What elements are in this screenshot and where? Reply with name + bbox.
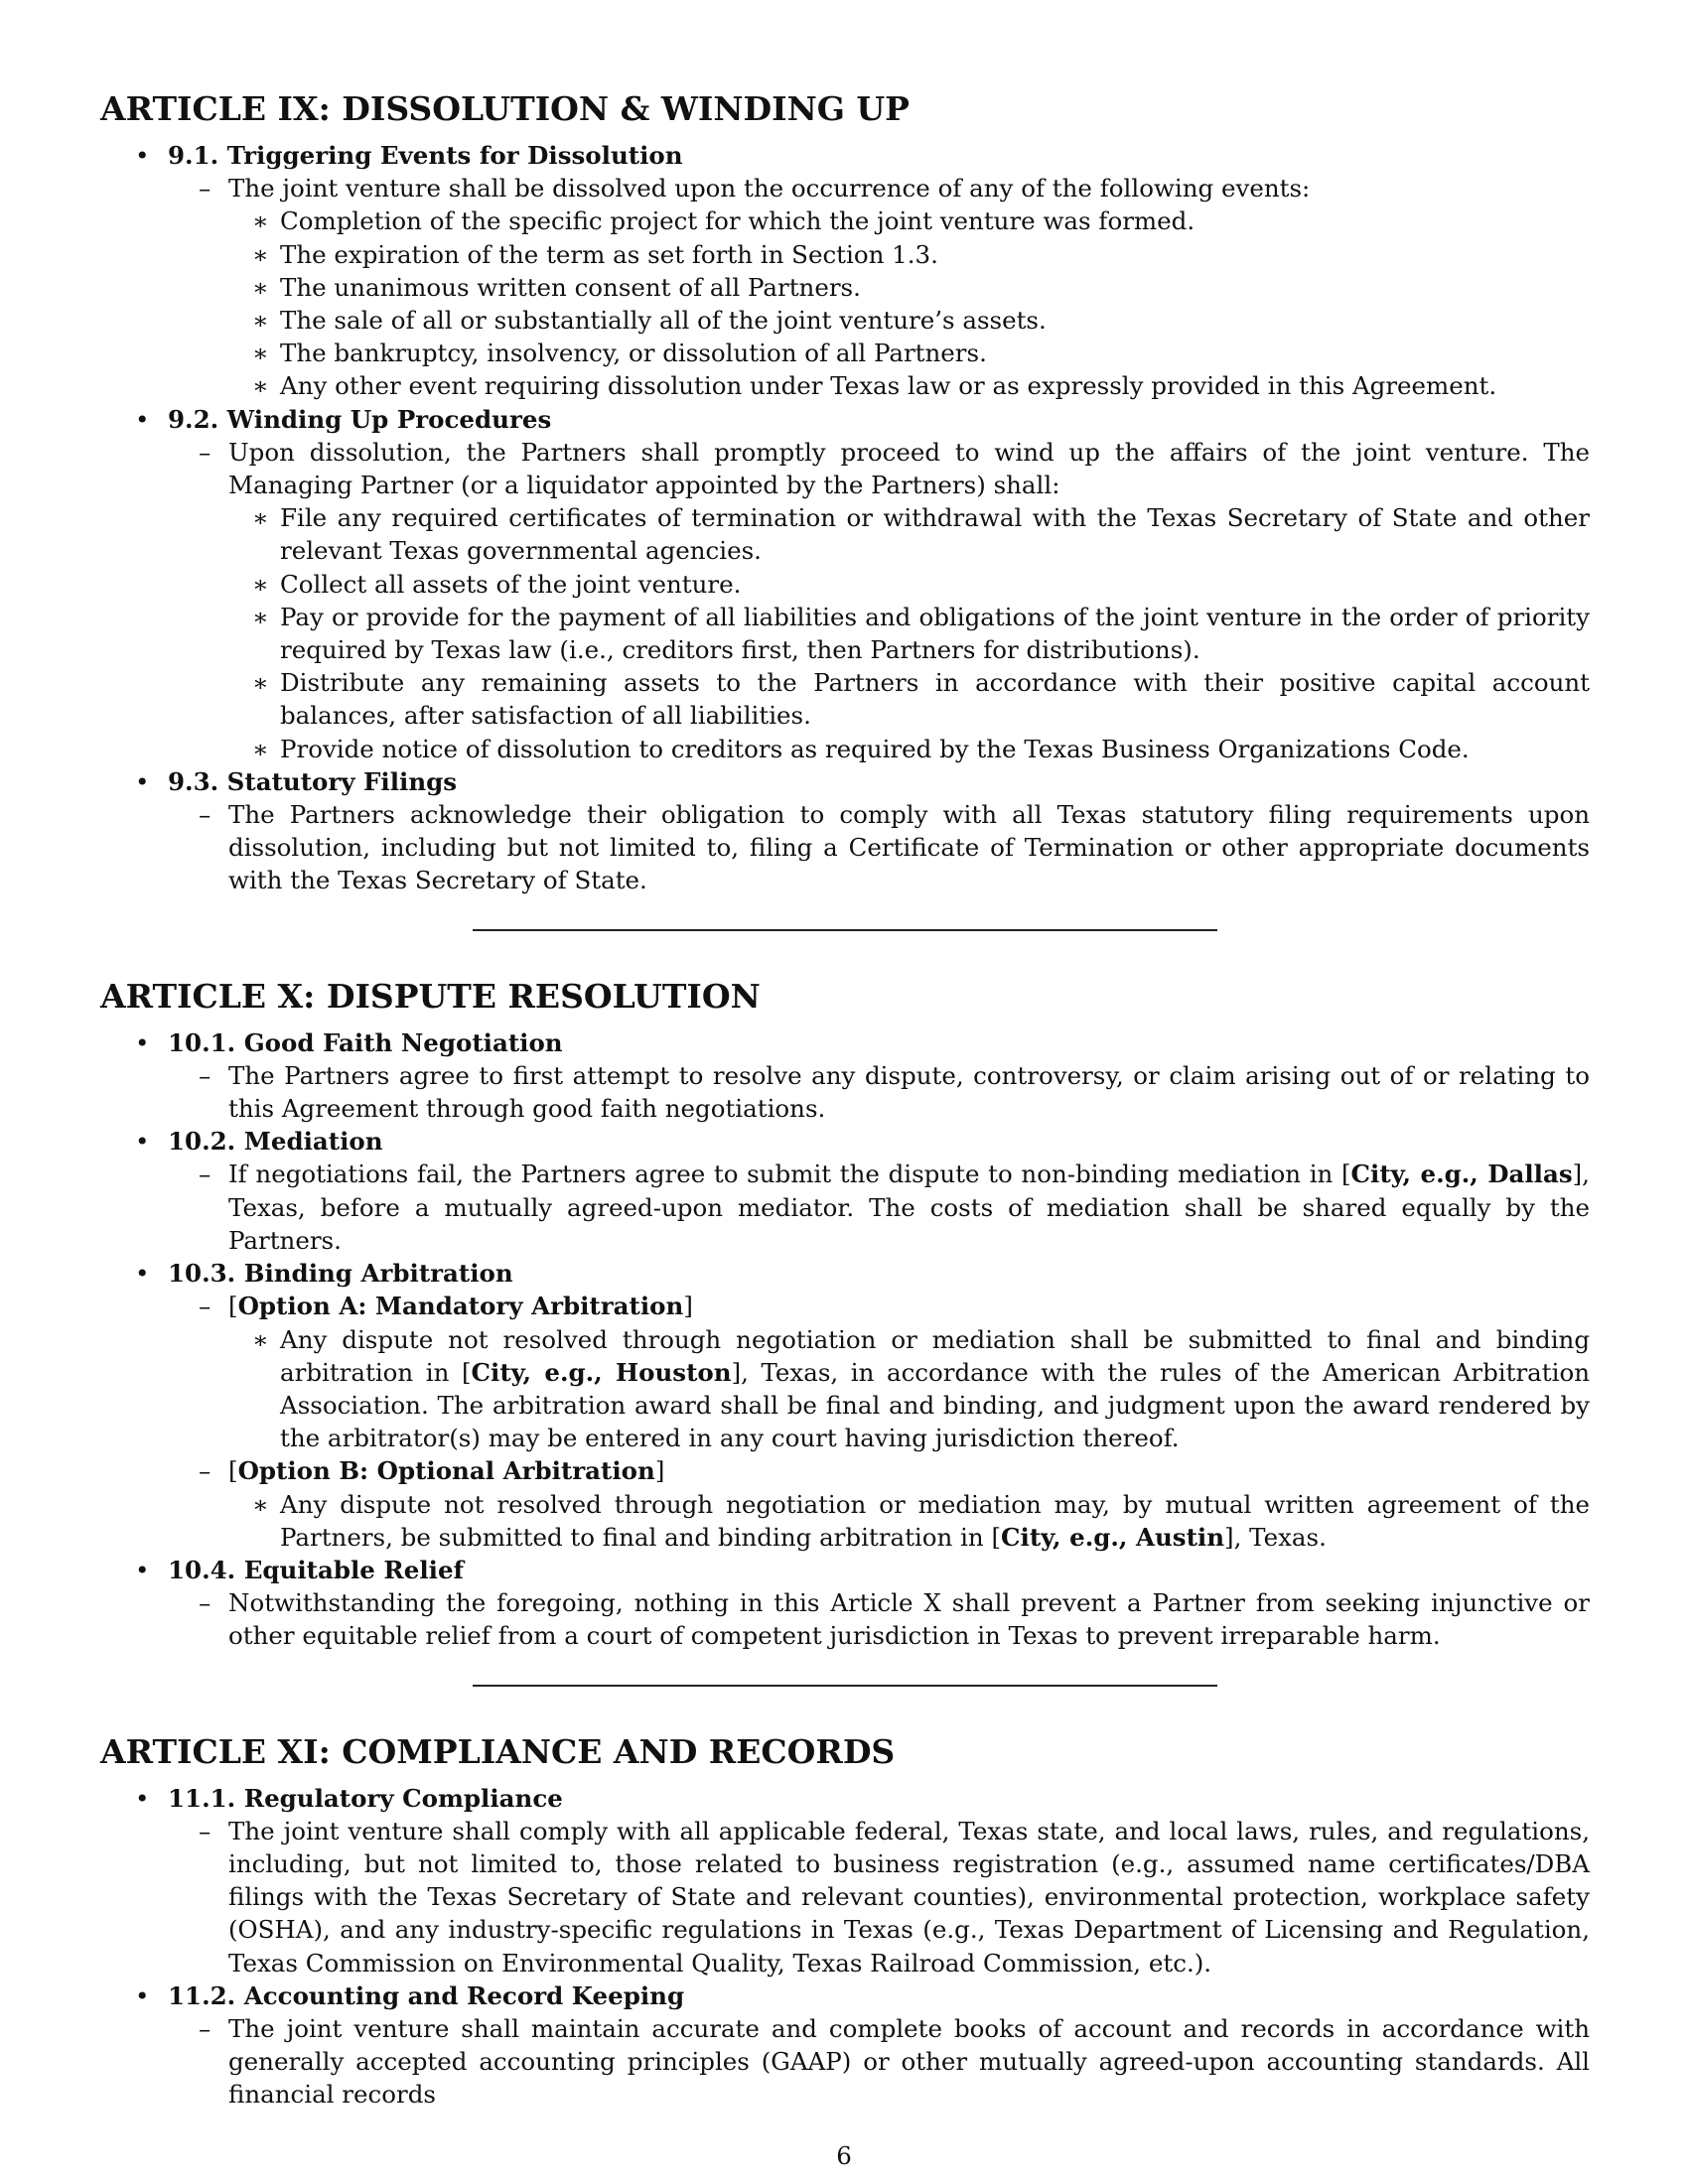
body-text: Any dispute not resolved through negotiation or mediation shall be submitted to final and binding arbitration in [ — [280, 1324, 1590, 1387]
bracket: [ — [228, 1292, 238, 1321]
bullet-icon: • — [135, 766, 150, 796]
list-item — [228, 238, 1590, 271]
item-text: The expiration of the term as set forth in Section 1.3. — [280, 239, 938, 269]
section-10-3 — [100, 1257, 1590, 1554]
list-item — [168, 1586, 1590, 1652]
section-title: 10.4. Equitable Relief — [168, 1555, 465, 1584]
section-title: 9.3. Statutory Filings — [168, 766, 458, 796]
dash-icon: – — [199, 174, 211, 204]
asterisk-icon: ∗ — [252, 602, 269, 631]
body-text: ], Texas, before a mutually agreed-upon mediator. The costs of mediation shall be shared equally by the Partners. — [228, 1160, 1590, 1255]
option-label — [228, 1290, 1590, 1322]
subsection-list — [168, 798, 1590, 897]
section-title: 9.2. Winding Up Procedures — [168, 404, 552, 434]
body-text: ], Texas, in accordance with the rules of the American Arbitration Association. The arbitration award shall be final and binding, and judgment upon the award rendered by the arbitrator(s) may be entered in any court having jurisdiction thereof. — [280, 1357, 1591, 1453]
bullet-icon: • — [135, 1980, 150, 2010]
dash-icon: – — [199, 1292, 211, 1321]
item-text: Pay or provide for the payment of all liabilities and obligations of the joint venture in the order of priority required by Texas law (i.e., creditors first, then Partners for distributions). — [280, 602, 1590, 665]
section-body: The joint venture shall be dissolved upon the occurrence of any of the following events: — [228, 174, 1311, 204]
placeholder-city: City, e.g., Austin — [1001, 1522, 1225, 1552]
list-item — [168, 1059, 1590, 1125]
list-item — [168, 436, 1590, 765]
section-body: Upon dissolution, the Partners shall promptly proceed to wind up the affairs of the joint venture. The Managing Partner (or a liquidator appointed by the Partners) shall: — [228, 437, 1590, 500]
item-text: Any other event requiring dissolution under Texas law or as expressly provided in this Agreement. — [280, 371, 1497, 401]
asterisk-icon: ∗ — [252, 569, 269, 599]
bullet-icon: • — [135, 1555, 150, 1584]
subsection-list — [168, 1815, 1590, 1979]
option-b — [168, 1454, 1590, 1554]
list-item — [228, 501, 1590, 567]
section-11-2 — [100, 1979, 1590, 2112]
body-text: If negotiations fail, the Partners agree to submit the dispute to non-binding mediation in [ — [228, 1160, 1351, 1189]
asterisk-icon: ∗ — [252, 1324, 269, 1354]
dash-icon: – — [199, 1588, 211, 1618]
section-title: 11.2. Accounting and Record Keeping — [168, 1980, 685, 2010]
section-title: 10.3. Binding Arbitration — [168, 1259, 513, 1289]
placeholder-city: City, e.g., Dallas — [1350, 1160, 1573, 1189]
item-text: The unanimous written consent of all Partners. — [280, 272, 861, 302]
section-divider — [473, 929, 1217, 931]
asterisk-icon: ∗ — [252, 668, 269, 698]
section-list — [100, 139, 1590, 897]
article-heading: ARTICLE X: DISPUTE RESOLUTION — [100, 976, 761, 1016]
bullet-icon: • — [135, 1127, 150, 1157]
bullet-icon: • — [135, 141, 150, 170]
section-divider — [473, 1685, 1217, 1687]
subsection-list — [168, 1586, 1590, 1652]
section-title: 10.1. Good Faith Negotiation — [168, 1027, 563, 1057]
section-10-2 — [100, 1125, 1590, 1257]
list-item — [228, 369, 1590, 402]
article-ix — [100, 87, 1590, 897]
list-item — [228, 337, 1590, 369]
list-item — [168, 798, 1590, 897]
list-item — [228, 568, 1590, 601]
bullet-icon: • — [135, 1259, 150, 1289]
subsection-list — [168, 1059, 1590, 1125]
bullet-icon: • — [135, 404, 150, 434]
section-title: 11.1. Regulatory Compliance — [168, 1783, 563, 1813]
asterisk-icon: ∗ — [252, 239, 269, 269]
item-text: Completion of the specific project for which the joint venture was formed. — [280, 206, 1196, 236]
asterisk-icon: ∗ — [252, 503, 269, 533]
page-number: 6 — [836, 2141, 852, 2170]
list-item — [168, 1815, 1590, 1979]
option-title: Option A: Mandatory Arbitration — [237, 1292, 684, 1321]
item-text: The sale of all or substantially all of the joint venture’s assets. — [280, 306, 1047, 336]
subsection-list — [168, 436, 1590, 765]
section-9-3 — [100, 765, 1590, 897]
item-text: File any required certificates of termination or withdrawal with the Texas Secretary of State and other relevant Texas governmental agencies. — [280, 503, 1590, 566]
section-list — [100, 1782, 1590, 2112]
asterisk-icon: ∗ — [252, 339, 269, 368]
list-item — [168, 1158, 1590, 1257]
section-9-2 — [100, 403, 1590, 765]
dash-icon: – — [199, 1160, 211, 1189]
section-body: The Partners acknowledge their obligation to comply with all Texas statutory filing requirements upon dissolution, including but not limited to, filing a Certificate of Termination or other appropriate documents with the Texas Secretary of State. — [228, 800, 1590, 895]
bracket: ] — [654, 1456, 665, 1486]
body-text: Any dispute not resolved through negotiation or mediation may, by mutual written agreement of the Partners, be submitted to final and binding arbitration in [ — [280, 1489, 1590, 1552]
section-list — [100, 1026, 1590, 1653]
list-item — [228, 601, 1590, 666]
article-heading: ARTICLE IX: DISSOLUTION & WINDING UP — [100, 89, 910, 128]
dash-icon: – — [199, 1816, 211, 1845]
item-list — [228, 1323, 1590, 1455]
asterisk-icon: ∗ — [252, 306, 269, 336]
item-list — [228, 205, 1590, 402]
item-text: The bankruptcy, insolvency, or dissolution of all Partners. — [280, 339, 987, 368]
subsection-list — [168, 2012, 1590, 2112]
list-item — [228, 1323, 1590, 1455]
asterisk-icon: ∗ — [252, 371, 269, 401]
item-list — [228, 1488, 1590, 1554]
option-a — [168, 1290, 1590, 1454]
item-text: Provide notice of dissolution to creditors as required by the Texas Business Organizations Code. — [280, 734, 1470, 763]
list-item — [228, 271, 1590, 304]
list-item — [228, 1488, 1590, 1554]
subsection-list — [168, 1158, 1590, 1257]
asterisk-icon: ∗ — [252, 206, 269, 236]
placeholder-city: City, e.g., Houston — [471, 1357, 732, 1387]
list-item — [168, 172, 1590, 402]
article-xi — [100, 1730, 1590, 2112]
item-text: Distribute any remaining assets to the Partners in accordance with their positive capital account balances, after satisfaction of all liabilities. — [280, 668, 1590, 731]
article-x — [100, 975, 1590, 1653]
dash-icon: – — [199, 1060, 211, 1090]
bracket: [ — [228, 1456, 238, 1486]
bracket: ] — [683, 1292, 693, 1321]
asterisk-icon: ∗ — [252, 1489, 269, 1519]
section-body: Notwithstanding the foregoing, nothing in this Article X shall prevent a Partner from seeking injunctive or other equitable relief from a court of competent jurisdiction in Texas to prevent irreparable harm. — [228, 1588, 1590, 1651]
section-title: 9.1. Triggering Events for Dissolution — [168, 141, 683, 170]
list-item — [228, 666, 1590, 732]
dash-icon: – — [199, 800, 211, 830]
asterisk-icon: ∗ — [252, 734, 269, 763]
list-item — [228, 205, 1590, 237]
section-9-1 — [100, 139, 1590, 403]
list-item — [168, 2012, 1590, 2112]
section-title: 10.2. Mediation — [168, 1127, 383, 1157]
section-10-4 — [100, 1554, 1590, 1653]
option-label — [228, 1454, 1590, 1487]
list-item — [228, 733, 1590, 765]
subsection-list — [168, 1290, 1590, 1554]
section-11-1 — [100, 1782, 1590, 1979]
article-heading: ARTICLE XI: COMPLIANCE AND RECORDS — [100, 1731, 896, 1771]
dash-icon: – — [199, 437, 211, 467]
bullet-icon: • — [135, 1027, 150, 1057]
section-body: The joint venture shall maintain accurate and complete books of account and records in accordance with generally accepted accounting principles (GAAP) or other mutually agreed-upon accounting standards. All financial records — [228, 2013, 1590, 2110]
item-text: Collect all assets of the joint venture. — [280, 569, 742, 599]
option-title: Option B: Optional Arbitration — [237, 1456, 655, 1486]
asterisk-icon: ∗ — [252, 272, 269, 302]
bullet-icon: • — [135, 1783, 150, 1813]
section-body: The Partners agree to first attempt to resolve any dispute, controversy, or claim arising out of or relating to this Agreement through good faith negotiations. — [228, 1060, 1590, 1124]
list-item — [228, 304, 1590, 337]
body-text: ], Texas. — [1224, 1522, 1327, 1552]
item-list — [228, 501, 1590, 765]
dash-icon: – — [199, 1456, 211, 1486]
section-10-1 — [100, 1026, 1590, 1126]
subsection-list — [168, 172, 1590, 402]
dash-icon: – — [199, 2013, 211, 2043]
section-body: The joint venture shall comply with all applicable federal, Texas state, and local laws, rules, and regulations, including, but not limited to, those related to business registration (e.g., assumed name certificates/DBA filings with the Texas Secretary of State and relevant counties), environmental protection, workplace safety (OSHA), and any industry-specific regulations in Texas (e.g., Texas Department of Licensing and Regulation, Texas Commission on Environmental Quality, Texas Railroad Commission, etc.). — [228, 1816, 1590, 1978]
page-content — [100, 87, 1590, 2112]
